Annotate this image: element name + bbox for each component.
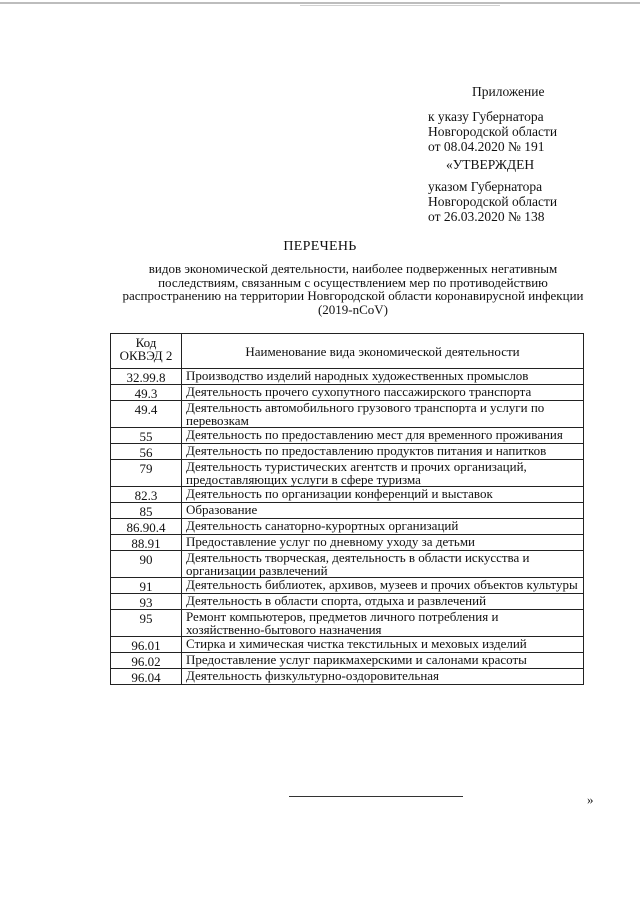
- approved-title: «УТВЕРЖДЕН: [446, 157, 535, 172]
- activity-name-cell: Деятельность автомобильного грузового транспорта и услуги по перевозкам: [182, 401, 584, 428]
- approved-block: [428, 157, 628, 224]
- activity-code-cell: 91: [111, 578, 182, 594]
- activity-name-cell: Деятельность библиотек, архивов, музеев и прочих объектов культуры: [182, 578, 584, 594]
- table-row: [111, 503, 584, 519]
- activity-code-cell: 82.3: [111, 487, 182, 503]
- approved-line: Новгородской области: [428, 194, 558, 209]
- table-row: [111, 428, 584, 444]
- document-subtitle: видов экономической деятельности, наиболее подверженных негативным последствиям, связанным с осуществлением мер по противодействию распространению на территории Новгородской области коронавирусной инфекции (2019-nCoV): [122, 261, 584, 317]
- table-row: [111, 444, 584, 460]
- scan-edge-line: [0, 2, 640, 4]
- table-row: [111, 551, 584, 578]
- bottom-rule: [289, 796, 463, 797]
- activity-code-cell: 85: [111, 503, 182, 519]
- activity-code-cell: 79: [111, 460, 182, 487]
- activity-name-cell: Деятельность творческая, деятельность в области искусства и организации развлечений: [182, 551, 584, 578]
- activity-code-cell: 86.90.4: [111, 519, 182, 535]
- appendix-title: Приложение: [472, 84, 545, 99]
- activity-name-cell: Производство изделий народных художественных промыслов: [182, 369, 584, 385]
- approved-line: от 26.03.2020 № 138: [428, 209, 545, 224]
- activity-name-cell: Стирка и химическая чистка текстильных и меховых изделий: [182, 637, 584, 653]
- table-row: [111, 653, 584, 669]
- activity-code-cell: 49.3: [111, 385, 182, 401]
- activity-code-cell: 55: [111, 428, 182, 444]
- table-row: [111, 535, 584, 551]
- activity-name-cell: Деятельность санаторно-курортных организаций: [182, 519, 584, 535]
- activity-code-cell: 93: [111, 594, 182, 610]
- activity-name-cell: Деятельность по предоставлению мест для временного проживания: [182, 428, 584, 444]
- table-row: [111, 460, 584, 487]
- table-row: [111, 487, 584, 503]
- activity-name-cell: Деятельность физкультурно-оздоровительная: [182, 669, 584, 685]
- code-column-header: Код ОКВЭД 2: [111, 334, 182, 369]
- activity-name-cell: Деятельность прочего сухопутного пассажирского транспорта: [182, 385, 584, 401]
- activity-code-cell: 96.04: [111, 669, 182, 685]
- appendix-line: от 08.04.2020 № 191: [428, 139, 545, 154]
- table-row: [111, 401, 584, 428]
- table-row: [111, 385, 584, 401]
- activity-code-cell: 96.02: [111, 653, 182, 669]
- table-row: [111, 669, 584, 685]
- table-header-row: [111, 334, 584, 369]
- table-row: [111, 519, 584, 535]
- appendix-line: к указу Губернатора: [428, 109, 544, 124]
- activity-table: [110, 333, 584, 685]
- activity-name-cell: Образование: [182, 503, 584, 519]
- scan-edge-line-2: [300, 5, 500, 6]
- activity-code-cell: 32.99.8: [111, 369, 182, 385]
- table-row: [111, 610, 584, 637]
- closing-quote: »: [587, 792, 594, 807]
- activity-name-cell: Предоставление услуг парикмахерскими и салонами красоты: [182, 653, 584, 669]
- activity-code-cell: 95: [111, 610, 182, 637]
- activity-name-cell: Деятельность по организации конференций и выставок: [182, 487, 584, 503]
- table-row: [111, 578, 584, 594]
- appendix-block: [428, 84, 628, 154]
- approved-line: указом Губернатора: [428, 179, 543, 194]
- appendix-line: Новгородской области: [428, 124, 558, 139]
- activity-name-cell: Деятельность туристических агентств и прочих организаций, предоставляющих услуги в сфере туризма: [182, 460, 584, 487]
- activity-name-cell: Предоставление услуг по дневному уходу за детьми: [182, 535, 584, 551]
- activity-name-cell: Ремонт компьютеров, предметов личного потребления и хозяйственно-бытового назначения: [182, 610, 584, 637]
- activity-name-cell: Деятельность в области спорта, отдыха и развлечений: [182, 594, 584, 610]
- name-column-header: Наименование вида экономической деятельности: [182, 334, 584, 369]
- activity-code-cell: 88.91: [111, 535, 182, 551]
- table-row: [111, 369, 584, 385]
- activity-code-cell: 49.4: [111, 401, 182, 428]
- activity-code-cell: 56: [111, 444, 182, 460]
- activity-code-cell: 90: [111, 551, 182, 578]
- activity-code-cell: 96.01: [111, 637, 182, 653]
- table-row: [111, 594, 584, 610]
- table-row: [111, 637, 584, 653]
- activity-name-cell: Деятельность по предоставлению продуктов питания и напитков: [182, 444, 584, 460]
- document-title: ПЕРЕЧЕНЬ: [283, 239, 357, 254]
- table-body: [111, 369, 584, 685]
